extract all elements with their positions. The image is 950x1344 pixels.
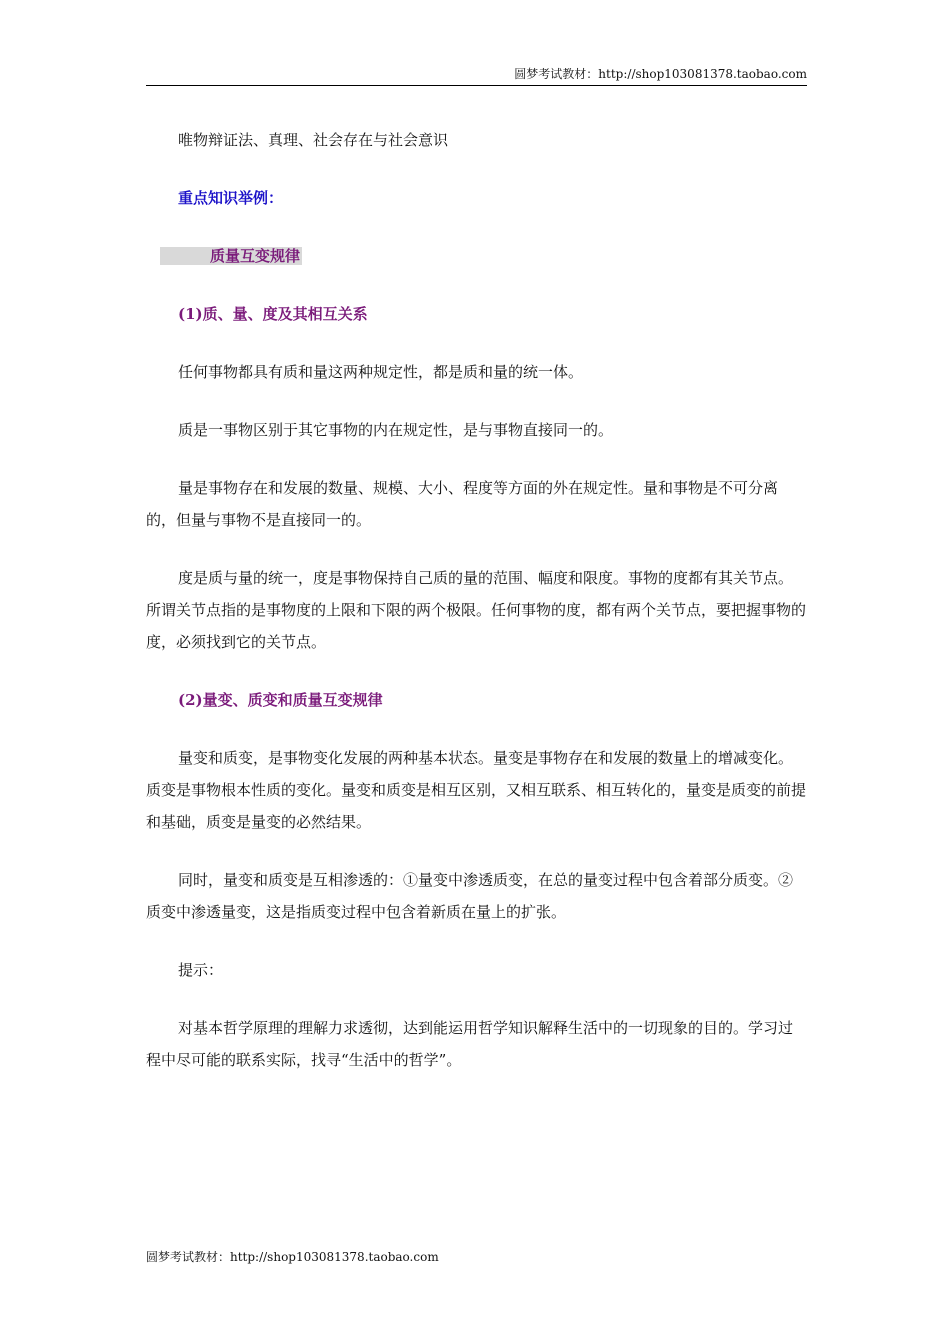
tip-label: 提示： xyxy=(178,961,224,979)
key-knowledge-heading: 重点知识举例： xyxy=(178,189,284,207)
subsection-2-title: (2)量变、质变和质量互变规律 xyxy=(178,691,383,709)
section-title: 质量互变规律 xyxy=(160,247,302,265)
subsection-1-paragraph-2: 质是一事物区别于其它事物的内在规定性，是与事物直接同一的。 xyxy=(178,421,614,439)
subsection-2-paragraph-2: 同时，量变和质变是互相渗透的：①量变中渗透质变，在总的量变过程中包含着部分质变。②质变中渗透量变，这是指质变过程中包含着新质在量上的扩张。 xyxy=(146,871,794,921)
document-body xyxy=(146,124,807,1076)
subsection-1-paragraph-3: 量是事物存在和发展的数量、规模、大小、程度等方面的外在规定性。量和事物是不可分离的，但量与事物不是直接同一的。 xyxy=(146,479,779,529)
topic-line: 唯物辩证法、真理、社会存在与社会意识 xyxy=(178,131,449,149)
header-text: 圆梦考试教材：http://shop103081378.taobao.com xyxy=(514,67,807,81)
subsection-1-title: (1)质、量、度及其相互关系 xyxy=(178,305,368,323)
page-footer: 圆梦考试教材：http://shop103081378.taobao.com xyxy=(146,1250,439,1264)
subsection-1-paragraph-4: 度是质与量的统一，度是事物保持自己质的量的范围、幅度和限度。事物的度都有其关节点。所谓关节点指的是事物度的上限和下限的两个极限。任何事物的度，都有两个关节点，要把握事物的度，必须找到它的关节点。 xyxy=(146,569,807,651)
tip-text: 对基本哲学原理的理解力求透彻，达到能运用哲学知识解释生活中的一切现象的目的。学习过程中尽可能的联系实际，找寻“生活中的哲学”。 xyxy=(146,1019,794,1069)
subsection-2-paragraph-1: 量变和质变，是事物变化发展的两种基本状态。量变是事物存在和发展的数量上的增减变化。质变是事物根本性质的变化。量变和质变是相互区别，又相互联系、相互转化的，量变是质变的前提和基础，质变是量变的必然结果。 xyxy=(146,749,807,831)
subsection-1-paragraph-1: 任何事物都具有质和量这两种规定性，都是质和量的统一体。 xyxy=(178,363,584,381)
page-header xyxy=(146,64,807,86)
